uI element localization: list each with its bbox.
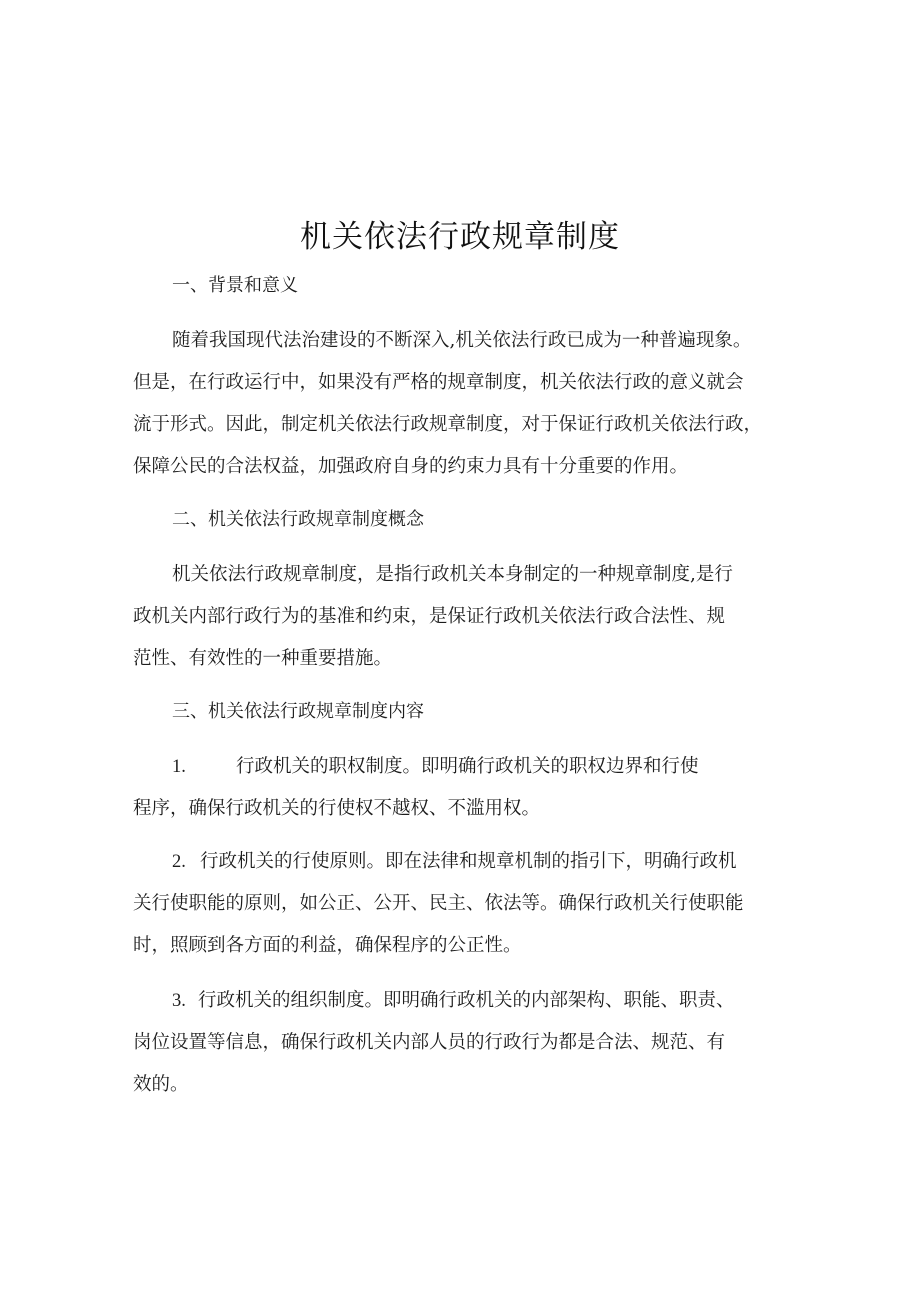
paragraph-line: 流于形式。因此，制定机关依法行政规章制度，对于保证行政机关依法行政， <box>133 414 763 435</box>
item-number: 2. <box>172 852 186 872</box>
document-title: 机关依法行政规章制度 <box>300 219 620 255</box>
item-number: 3. <box>172 991 186 1011</box>
list-item-line: 行政机关的组织制度。即明确行政机关的内部架构、职能、职责、 <box>198 990 735 1011</box>
list-item-line: 时，照顾到各方面的利益，确保程序的公正性。 <box>133 935 522 956</box>
list-item-line: 关行使职能的原则，如公正、公开、民主、依法等。确保行政机关行使职能 <box>133 893 744 914</box>
list-item-line: 程序，确保行政机关的行使权不越权、不滥用权。 <box>133 798 541 819</box>
item-number: 1. <box>172 757 186 777</box>
list-item-line: 行政机关的行使原则。即在法律和规章机制的指引下，明确行政机 <box>200 851 737 872</box>
paragraph-line: 随着我国现代法治建设的不断深入,机关依法行政已成为一种普遍现象。 <box>172 330 752 351</box>
paragraph-line: 但是，在行政运行中，如果没有严格的规章制度，机关依法行政的意义就会 <box>133 372 744 393</box>
paragraph-line: 机关依法行政规章制度，是指行政机关本身制定的一种规章制度,是行 <box>172 564 733 585</box>
section-heading-concept: 二、机关依法行政规章制度概念 <box>172 509 424 530</box>
list-item-line: 效的。 <box>133 1074 189 1095</box>
list-item-line: 行政机关的职权制度。即明确行政机关的职权边界和行使 <box>236 756 699 777</box>
section-heading-background: 一、背景和意义 <box>172 275 298 296</box>
paragraph-line: 保障公民的合法权益，加强政府自身的约束力具有十分重要的作用。 <box>133 456 689 477</box>
paragraph-line: 政机关内部行政行为的基准和约束，是保证行政机关依法行政合法性、规 <box>133 606 726 627</box>
section-heading-content: 三、机关依法行政规章制度内容 <box>172 701 424 722</box>
list-item-line: 岗位设置等信息，确保行政机关内部人员的行政行为都是合法、规范、有 <box>133 1032 726 1053</box>
paragraph-line: 范性、有效性的一种重要措施。 <box>133 648 393 669</box>
